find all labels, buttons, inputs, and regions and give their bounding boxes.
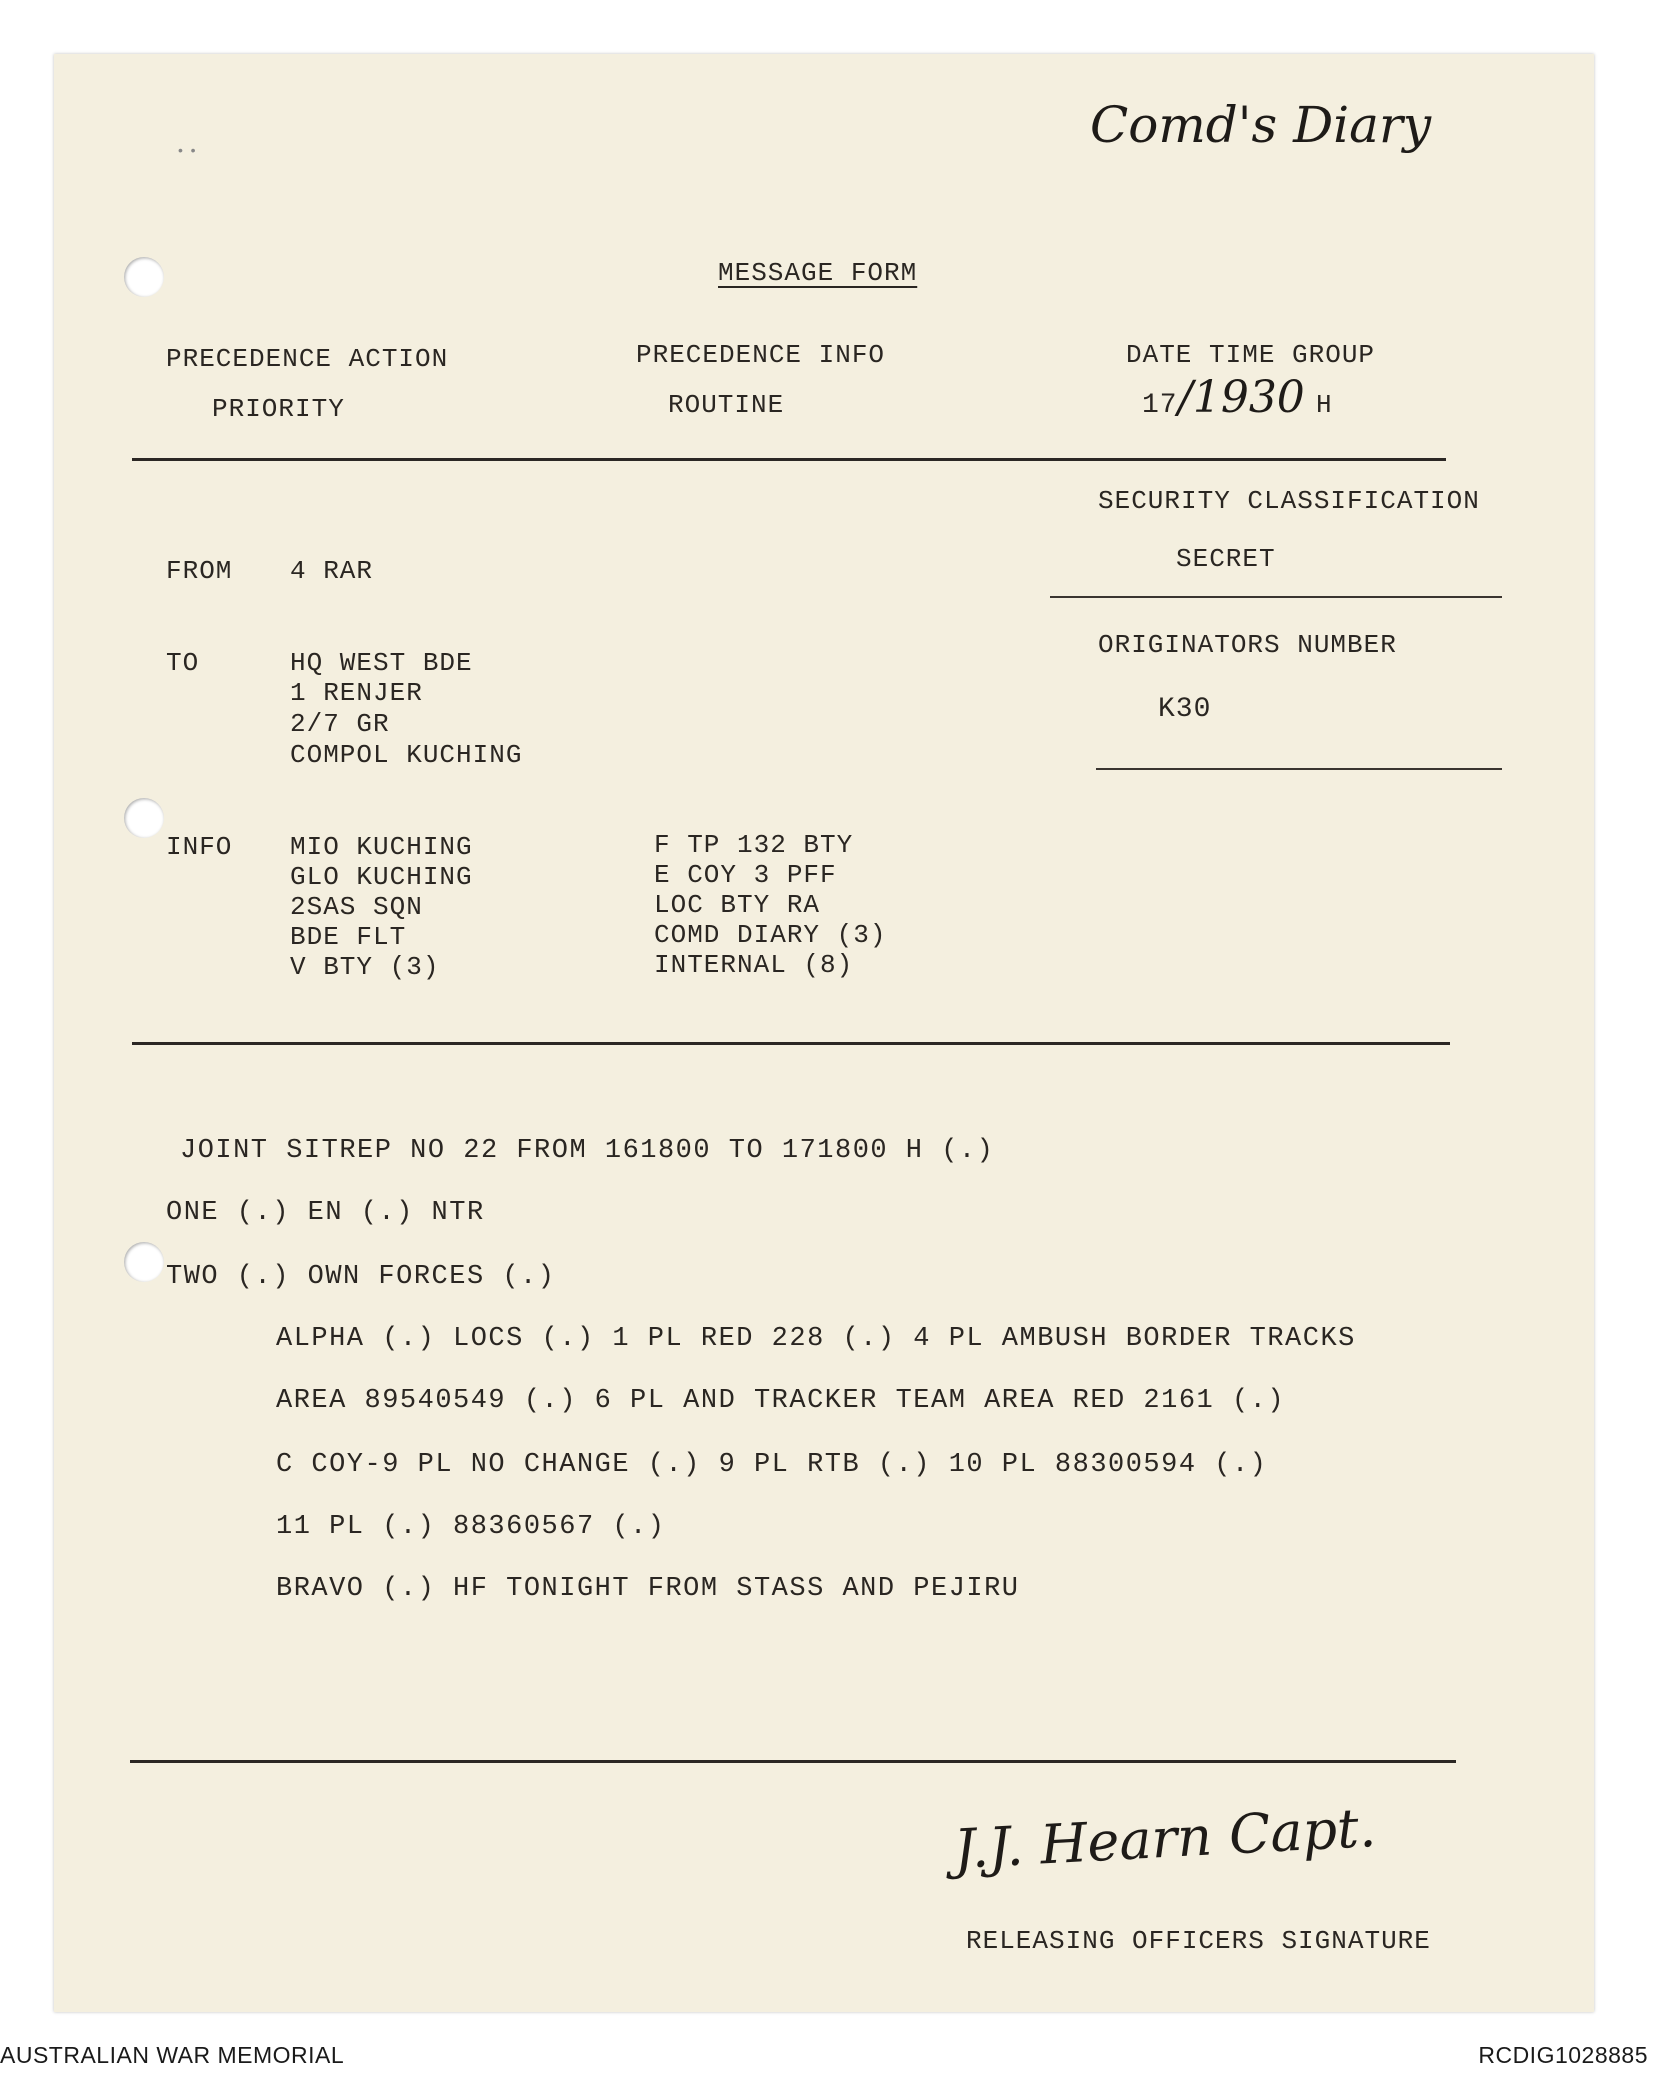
message-line: TWO (.) OWN FORCES (.) [166,1262,556,1292]
from-label: FROM [166,556,233,586]
divider-message [130,1760,1456,1763]
info-addressee: INTERNAL (8) [654,950,854,980]
form-title: MESSAGE FORM [718,258,918,288]
date-time-group-label: DATE TIME GROUP [1126,340,1376,370]
footer-right: RCDIG1028885 [1478,2042,1648,2068]
info-addressee: COMD DIARY (3) [654,920,887,950]
precedence-info-label: PRECEDENCE INFO [636,340,886,370]
divider-originators [1096,768,1502,770]
to-line: HQ WEST BDE [290,648,473,678]
info-addressee: GLO KUCHING [290,862,473,892]
security-classification-value: SECRET [1176,544,1276,574]
message-form-sheet [54,54,1594,2012]
precedence-action-label: PRECEDENCE ACTION [166,344,449,374]
info-addressee: BDE FLT [290,922,407,952]
message-line: AREA 89540549 (.) 6 PL AND TRACKER TEAM AREA RED 2161 (.) [276,1386,1286,1416]
handwritten-annotation: Comd's Diary [1090,96,1432,154]
message-line: BRAVO (.) HF TONIGHT FROM STASS AND PEJIRU [276,1574,1020,1604]
handwritten-signature: J.J. Hearn Capt. [952,1795,1378,1881]
info-addressee: MIO KUCHING [290,832,473,862]
info-label: INFO [166,832,233,862]
date-time-group-day: 17 [1142,390,1178,421]
date-time-group-zone: H [1316,390,1333,420]
from-value: 4 RAR [290,556,374,586]
info-addressee: V BTY (3) [290,952,440,982]
to-line: COMPOL KUCHING [290,740,523,770]
info-addressee: 2SAS SQN [290,892,423,922]
to-label: TO [166,648,200,678]
date-time-group-time: /1930 [1178,372,1305,423]
punch-hole-bottom [124,1242,164,1282]
info-addressee: LOC BTY RA [654,890,821,920]
originators-number-label: ORIGINATORS NUMBER [1098,630,1397,660]
stray-marks: • • [178,142,196,158]
releasing-officer-label: RELEASING OFFICERS SIGNATURE [966,1926,1431,1956]
divider-header [132,458,1446,461]
punch-hole-middle [124,798,164,838]
originators-number-value: K30 [1158,694,1212,725]
punch-hole-top [124,257,164,297]
precedence-action-value: PRIORITY [212,394,345,424]
message-line: C COY-9 PL NO CHANGE (.) 9 PL RTB (.) 10 PL 88300594 (.) [276,1450,1268,1480]
to-line: 1 RENJER [290,678,423,708]
message-line: JOINT SITREP NO 22 FROM 161800 TO 171800 H (.) [180,1136,995,1166]
message-line: ALPHA (.) LOCS (.) 1 PL RED 228 (.) 4 PL AMBUSH BORDER TRACKS [276,1324,1356,1354]
divider-security [1050,596,1502,598]
message-line: ONE (.) EN (.) NTR [166,1198,485,1228]
message-line: 11 PL (.) 88360567 (.) [276,1512,666,1542]
precedence-info-value: ROUTINE [668,390,785,420]
to-line: 2/7 GR [290,709,390,739]
divider-addresses [132,1042,1450,1045]
security-classification-label: SECURITY CLASSIFICATION [1098,486,1480,516]
footer-left: AUSTRALIAN WAR MEMORIAL [0,2042,345,2068]
info-addressee: F TP 132 BTY [654,830,854,860]
info-addressee: E COY 3 PFF [654,860,837,890]
